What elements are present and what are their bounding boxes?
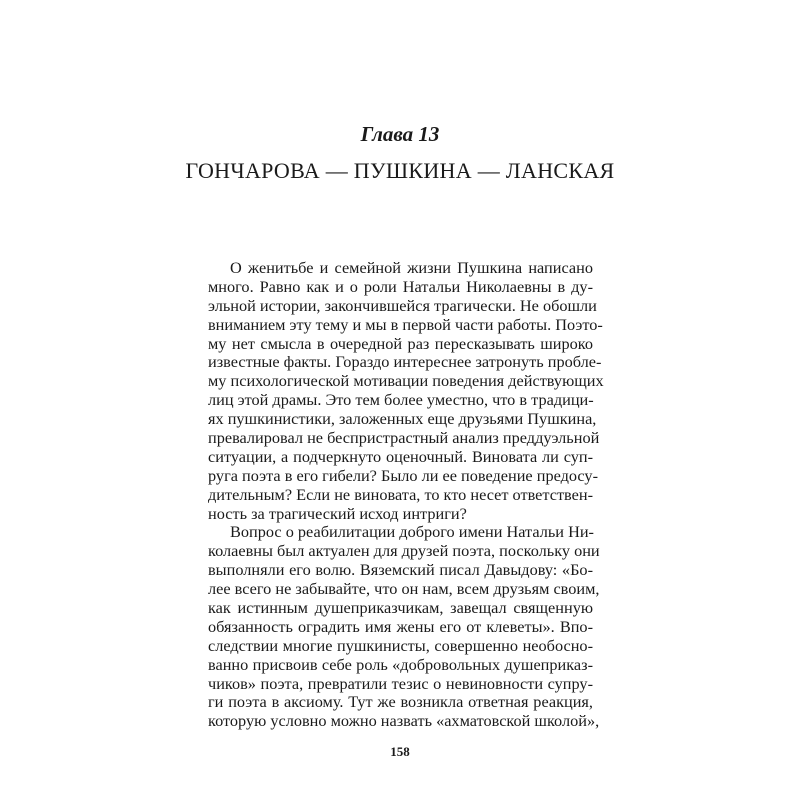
text-line: эльной истории, закончившейся трагически. Не обошли: [208, 295, 597, 315]
text-line: дительным? Если не виновата, то кто несет ответствен-: [208, 484, 594, 504]
text-line: чиков» поэта, превратили тезис о невиновности супру-: [208, 673, 593, 693]
text-line: вниманием эту тему и мы в первой части работы. Поэто-: [208, 314, 603, 334]
text-line: лее всего не забывайте, что он нам, всем друзьям своим,: [208, 579, 600, 599]
text-line: выполняли его волю. Вяземский писал Давыдову: «Бо-: [208, 560, 593, 580]
text-line: ги поэта в аксиому. Тут же возникла ответная реакция,: [208, 692, 593, 712]
text-line: Вопрос о реабилитации доброго имени Натальи Ни-: [230, 522, 594, 542]
text-line: известные факты. Гораздо интереснее затронуть пробле-: [208, 352, 602, 372]
text-line: О женитьбе и семейной жизни Пушкина написано: [230, 258, 593, 277]
text-line: которую условно можно назвать «ахматовской школой»,: [208, 711, 600, 731]
text-line: му психологической мотивации поведения действующих: [208, 371, 604, 391]
text-line: ность за трагический исход интриги?: [208, 503, 467, 523]
chapter-label: Глава 13: [360, 122, 440, 146]
text-line: превалировал не беспристрастный анализ преддуэльной: [208, 428, 600, 448]
text-line: ситуации, а подчеркнуто оценочный. Виновата ли суп-: [208, 446, 593, 466]
text-line: лиц этой драмы. Это тем более уместно, что в традици-: [208, 390, 594, 410]
text-line: му нет смысла в очередной раз пересказывать широко: [208, 333, 593, 353]
paragraph: [208, 522, 600, 731]
text-line: руга поэта в его гибели? Было ли ее поведение предосу-: [208, 465, 598, 485]
body-text: [208, 258, 604, 731]
text-line: ванно присвоив себе роль «добровольных душеприказ-: [208, 654, 593, 674]
text-line: как истинным душеприказчикам, завещал священную: [208, 598, 593, 618]
text-line: много. Равно как и о роли Натальи Николаевны в ду-: [208, 276, 593, 296]
paragraph: [208, 258, 604, 523]
page-number: 158: [390, 744, 410, 759]
text-line: следствии многие пушкинисты, совершенно необосно-: [208, 635, 593, 655]
chapter-title: ГОНЧАРОВА — ПУШКИНА — ЛАНСКАЯ: [185, 158, 615, 183]
text-line: обязанность оградить имя жены его от клеветы». Впо-: [208, 616, 593, 636]
text-line: колаевны был актуален для друзей поэта, поскольку они: [208, 541, 600, 561]
text-line: ях пушкинистики, заложенных еще друзьями Пушкина,: [208, 409, 597, 429]
